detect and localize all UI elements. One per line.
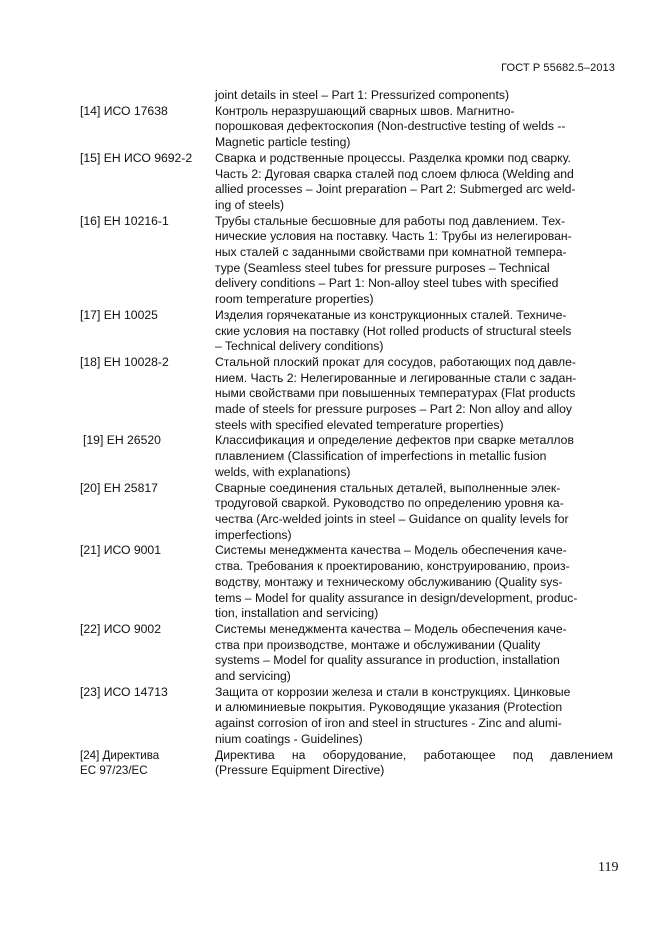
references-list	[80, 88, 613, 779]
reference-description-line: нические условия на поставку. Часть 1: Трубы из нелегирован-	[215, 229, 572, 244]
reference-description	[215, 622, 613, 685]
reference-key: [21] ИСО 9001	[80, 543, 161, 558]
page-number: 119	[598, 860, 619, 875]
reference-key: [19] ЕН 26520	[83, 433, 161, 448]
reference-entry	[80, 308, 613, 355]
reference-entry	[80, 151, 613, 214]
continuation-line: joint details in steel – Part 1: Pressurized components)	[215, 88, 509, 102]
reference-description-line: Контроль неразрушающий сварных швов. Магнитно-	[215, 103, 515, 118]
reference-key: [20] ЕН 25817	[80, 480, 158, 495]
reference-description-line: Сварка и родственные процессы. Разделка кромки под сварку.	[215, 150, 571, 165]
reference-description	[215, 151, 613, 214]
reference-description-line: ing of steels)	[215, 197, 285, 212]
reference-description-line: Классификация и определение дефектов при сварке металлов	[215, 433, 574, 448]
reference-description-line: tion, installation and servicing)	[215, 606, 379, 621]
reference-description-line: Сварные соединения стальных деталей, выполненные элек-	[215, 480, 561, 495]
reference-description-line: steels with specified elevated temperature properties)	[215, 417, 504, 432]
reference-description-line: туре (Seamless steel tubes for pressure purposes – Technical	[215, 260, 550, 275]
reference-description-line: Изделия горячекатаные из конструкционных сталей. Техниче-	[215, 307, 567, 322]
reference-description	[215, 685, 613, 748]
reference-description-line: тродуговой сваркой. Руководство по определению уровня ка-	[215, 496, 564, 511]
reference-key: [16] ЕН 10216-1	[80, 213, 169, 228]
reference-description-line: Системы менеджмента качества – Модель обеспечения каче-	[215, 621, 567, 636]
reference-description	[215, 308, 613, 355]
reference-description	[215, 481, 613, 544]
reference-description	[215, 433, 613, 480]
reference-description-line: Стальной плоский прокат для сосудов, работающих под давле-	[215, 354, 576, 369]
reference-description	[215, 214, 613, 308]
reference-description-line: Защита от коррозии железа и стали в конструкциях. Цинковые	[215, 684, 571, 699]
reference-description-line: against corrosion of iron and steel in structures - Zinc and alumi-	[215, 716, 562, 731]
reference-description-line: allied processes – Joint preparation – Part 2: Submerged arc weld-	[215, 182, 576, 197]
reference-entry	[80, 748, 613, 779]
reference-entry	[80, 685, 613, 748]
reference-description-line: Трубы стальные бесшовные для работы под давлением. Тех-	[215, 213, 566, 228]
reference-description-line: delivery conditions – Part 1: Non-alloy steel tubes with specified	[215, 276, 559, 291]
reference-entry	[80, 104, 613, 151]
reference-key: [23] ИСО 14713	[80, 684, 168, 699]
reference-entry	[80, 481, 613, 544]
reference-description-line: плавлением (Classification of imperfections in metallic fusion	[215, 449, 547, 464]
reference-key: [14] ИСО 17638	[80, 103, 168, 118]
reference-description-line: Системы менеджмента качества – Модель обеспечения каче-	[215, 543, 567, 558]
reference-key: [22] ИСО 9002	[80, 621, 161, 636]
reference-description-line: ские условия на поставку (Hot rolled products of structural steels	[215, 323, 572, 338]
reference-description-line: welds, with explanations)	[215, 464, 351, 479]
reference-description-line: водству, монтажу и техническому обслуживанию (Quality sys-	[215, 574, 563, 589]
reference-entry	[80, 214, 613, 308]
reference-description-line: нием. Часть 2: Нелегированные и легированные стали с задан-	[215, 370, 577, 385]
reference-description	[215, 355, 613, 434]
reference-description-line: nium coatings - Guidelines)	[215, 731, 363, 746]
reference-key: [18] ЕН 10028-2	[80, 354, 169, 369]
reference-entry	[80, 543, 613, 622]
reference-description-line: (Pressure Equipment Directive)	[215, 763, 385, 778]
reference-entry	[80, 355, 613, 434]
reference-description-line: room temperature properties)	[215, 292, 374, 307]
reference-description-line: ных сталей с заданными свойствами при комнатной темпера-	[215, 245, 567, 260]
document-header: ГОСТ Р 55682.5–2013	[501, 62, 615, 74]
reference-entry	[80, 622, 613, 685]
reference-description	[215, 104, 613, 151]
reference-description-line: Magnetic particle testing)	[215, 135, 351, 150]
reference-description-line: Директива на оборудование, работающее под давлением	[215, 747, 613, 762]
reference-description-line: and servicing)	[215, 669, 291, 684]
reference-key: [17] ЕН 10025	[80, 307, 158, 322]
reference-entry	[80, 433, 613, 480]
reference-key: [15] ЕН ИСО 9692-2	[80, 150, 193, 165]
reference-description-line: порошковая дефектоскопия (Non-destructive testing of welds --	[215, 119, 566, 134]
reference-description-line: imperfections)	[215, 527, 292, 542]
reference-description-line: systems – Model for quality assurance in production, installation	[215, 653, 560, 668]
reference-key	[80, 748, 215, 779]
reference-description-line: ства. Требования к проектированию, конструированию, произ-	[215, 559, 570, 574]
reference-description-line: чества (Arc-welded joints in steel – Guidance on quality levels for	[215, 511, 569, 526]
reference-key-line: [24] Директива	[80, 748, 160, 762]
reference-description	[215, 748, 613, 779]
reference-description-line: Часть 2: Дуговая сварка сталей под слоем флюса (Welding and	[215, 166, 574, 181]
reference-description-line: ства при производстве, монтаже и обслуживании (Quality	[215, 637, 541, 652]
reference-key-line: ЕС 97/23/ЕС	[80, 764, 148, 778]
reference-description-line: ными свойствами при повышенных температурах (Flat products	[215, 386, 576, 401]
reference-description-line: tems – Model for quality assurance in design/development, produc-	[215, 590, 578, 605]
reference-description-line: и алюминиевые покрытия. Руководящие указания (Protection	[215, 700, 563, 715]
reference-description	[215, 543, 613, 622]
reference-entries	[80, 104, 613, 779]
reference-description-line: – Technical delivery conditions)	[215, 339, 384, 354]
reference-description-line: made of steels for pressure purposes – Part 2: Non alloy and alloy	[215, 402, 573, 417]
